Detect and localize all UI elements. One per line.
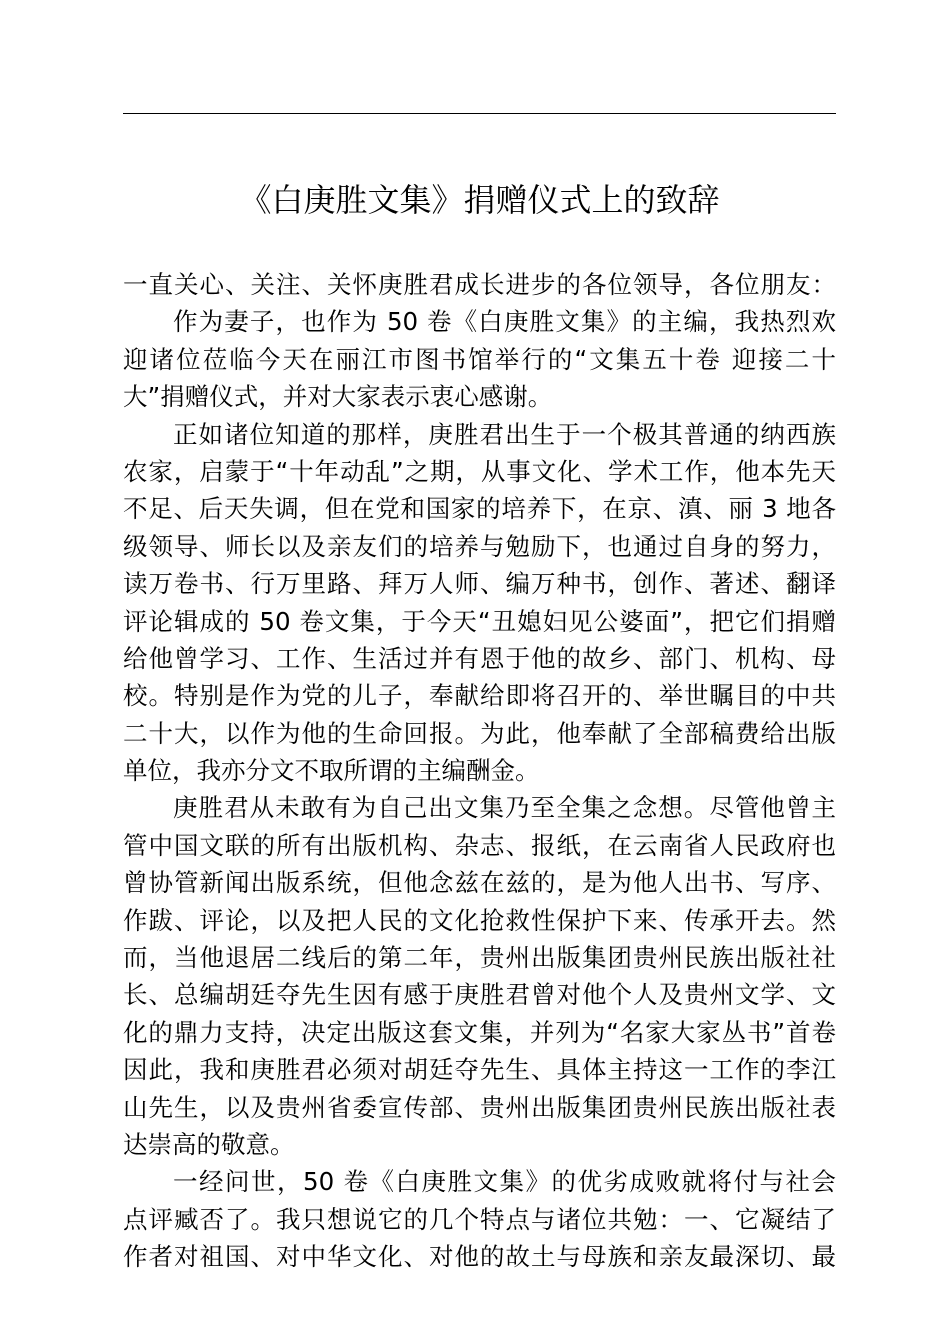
paragraph-2-line: 二十大，以作为他的生命回报。为此，他奉献了全部稿费给出版 [123,718,836,748]
paragraph-4-line: 作者对祖国、对中华文化、对他的故土与母族和亲友最深切、最 [123,1242,836,1272]
paragraph-3-line: 管中国文联的所有出版机构、杂志、报纸，在云南省人民政府也 [123,830,836,860]
paragraph-2-line: 校。特别是作为党的儿子，奉献给即将召开的、举世瞩目的中共 [123,681,836,711]
document-title: 《白庚胜文集》捐赠仪式上的致辞 [239,181,720,219]
paragraph-2-line: 评论辑成的 50 卷文集，于今天“丑媳妇见公婆面”，把它们捐赠 [123,606,836,636]
paragraph-2-line: 农家，启蒙于“十年动乱”之期，从事文化、学术工作，他本先天 [123,456,836,486]
paragraph-3-line: 山先生，以及贵州省委宣传部、贵州出版集团贵州民族出版社表 [123,1092,836,1122]
paragraph-1-line: 大”捐赠仪式，并对大家表示衷心感谢。 [123,382,553,412]
paragraph-4-line: 一经问世，50 卷《白庚胜文集》的优劣成败就将付与社会 [173,1167,836,1197]
paragraph-3-line: 作跋、评论，以及把人民的文化抢救性保护下来、传承开去。然 [123,905,836,935]
paragraph-2-line: 级领导、师长以及亲友们的培养与勉励下，也通过自身的努力， [123,531,836,561]
paragraph-3-line: 而，当他退居二线后的第二年，贵州出版集团贵州民族出版社社 [123,943,836,973]
paragraph-1-line: 迎诸位莅临今天在丽江市图书馆举行的“文集五十卷 迎接二十 [123,344,836,374]
paragraph-3-line: 因此，我和庚胜君必须对胡廷夺先生、具体主持这一工作的李江 [123,1055,836,1085]
paragraph-4-line: 点评臧否了。我只想说它的几个特点与诸位共勉：一、它凝结了 [123,1204,836,1234]
paragraph-3-line: 曾协管新闻出版系统，但他念兹在兹的，是为他人出书、写序、 [123,868,836,898]
paragraph-2-line: 读万卷书、行万里路、拜万人师、编万种书，创作、著述、翻译 [123,569,836,599]
paragraph-2-line: 正如诸位知道的那样，庚胜君出生于一个极其普通的纳西族 [173,419,836,449]
paragraph-2-line: 不足、后天失调，但在党和国家的培养下，在京、滇、丽 3 地各 [123,494,836,524]
paragraph-1-line: 作为妻子，也作为 50 卷《白庚胜文集》的主编，我热烈欢 [173,307,836,337]
salutation: 一直关心、关注、关怀庚胜君成长进步的各位领导，各位朋友： [123,270,836,299]
paragraph-3-line: 长、总编胡廷夺先生因有感于庚胜君曾对他个人及贵州文学、文 [123,980,836,1010]
paragraph-3-line: 庚胜君从未敢有为自己出文集乃至全集之念想。尽管他曾主 [173,793,836,823]
paragraph-3-line: 化的鼎力支持，决定出版这套文集，并列为“名家大家丛书”首卷 [123,1017,836,1047]
paragraph-3-line: 达崇高的敬意。 [123,1129,295,1159]
document-body [123,266,836,1276]
paragraph-2-line: 给他曾学习、工作、生活过并有恩于他的故乡、部门、机构、母 [123,643,836,673]
paragraph-2-line: 单位，我亦分文不取所谓的主编酬金。 [123,756,540,786]
header-rule [123,113,836,114]
